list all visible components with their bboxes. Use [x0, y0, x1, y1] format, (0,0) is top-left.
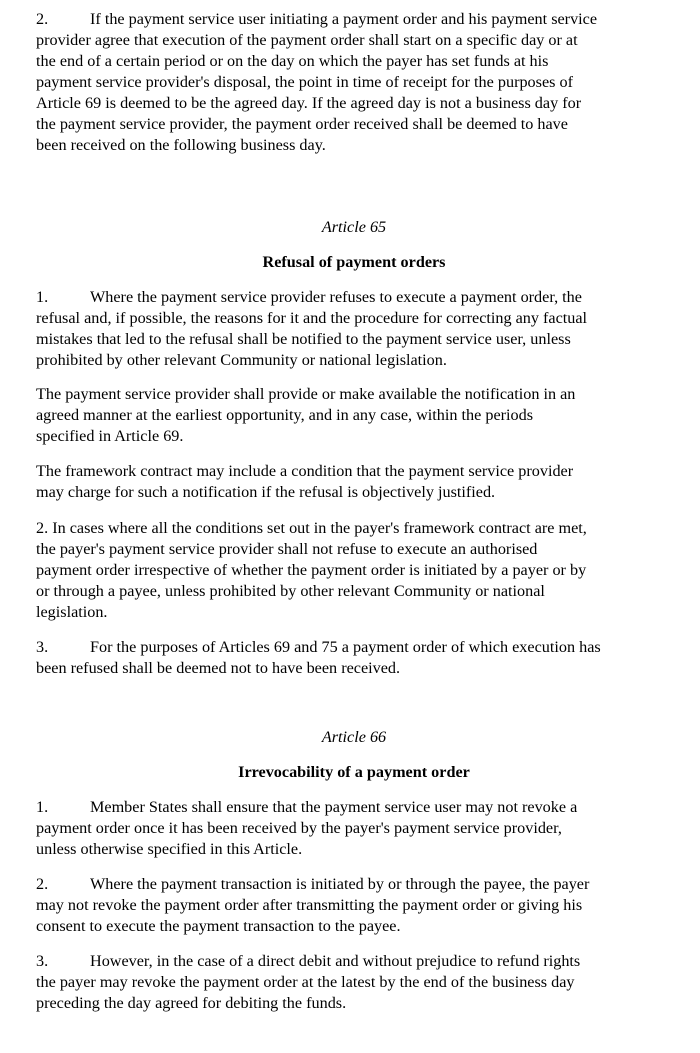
paragraph-number: 3. [36, 638, 49, 656]
article-65-number: Article 65 [321, 218, 387, 236]
paragraph-line: been received on the following business day. [36, 136, 326, 154]
line-text: For the purposes of Articles 69 and 75 a payment order of which execution has [90, 638, 601, 656]
paragraph-line: agreed manner at the earliest opportunity, and in any case, within the periods [36, 406, 533, 424]
paragraph-number: 1. [36, 288, 49, 306]
paragraph-line: refusal and, if possible, the reasons for it and the procedure for correcting any factual [36, 309, 588, 327]
article-65-title: Refusal of payment orders [262, 253, 446, 271]
paragraph-line: 2. In cases where all the conditions set out in the payer's framework contract are met, [36, 519, 587, 537]
paragraph-line: or through a payee, unless prohibited by other relevant Community or national [36, 582, 545, 600]
paragraph-line: may charge for such a notification if the refusal is objectively justified. [36, 483, 496, 501]
paragraph-article65-3 [36, 637, 601, 679]
article-66-title: Irrevocability of a payment order [238, 763, 470, 781]
paragraph-number: 2. [36, 10, 49, 28]
paragraph-line: prohibited by other relevant Community or national legislation. [36, 351, 447, 369]
paragraph-line: provider agree that execution of the payment order shall start on a specific day or at [36, 31, 578, 49]
paragraph-article65-2 [36, 518, 587, 623]
paragraph-article64-2 [36, 9, 597, 156]
paragraph-line: The framework contract may include a condition that the payment service provider [36, 462, 574, 480]
paragraph-line: payment service provider's disposal, the point in time of receipt for the purposes of [36, 73, 573, 91]
paragraph-line: preceding the day agreed for debiting the funds. [36, 994, 347, 1012]
paragraph-line: may not revoke the payment order after transmitting the payment order or giving his [36, 896, 583, 914]
line-text: Member States shall ensure that the payment service user may not revoke a [90, 798, 578, 816]
paragraph-number: 2. [36, 875, 49, 893]
line-text: If the payment service user initiating a payment order and his payment service [90, 10, 598, 28]
paragraph-line [36, 637, 601, 658]
paragraph-article65-1 [36, 287, 587, 371]
paragraph-article65-1b [36, 384, 575, 447]
paragraph-article66-2 [36, 874, 589, 937]
paragraph-line: mistakes that led to the refusal shall be notified to the payment service user, unless [36, 330, 571, 348]
paragraph-line: been refused shall be deemed not to have been received. [36, 659, 401, 677]
paragraph-article66-1 [36, 797, 577, 860]
paragraph-line [36, 797, 577, 818]
paragraph-number: 3. [36, 952, 49, 970]
line-text: Where the payment service provider refuses to execute a payment order, the [90, 288, 582, 306]
paragraph-line: unless otherwise specified in this Article. [36, 840, 303, 858]
paragraph-line [36, 287, 587, 308]
paragraph-article66-3 [36, 951, 580, 1014]
paragraph-number: 1. [36, 798, 49, 816]
paragraph-article65-1c [36, 461, 573, 503]
article-66-number: Article 66 [321, 728, 387, 746]
paragraph-line: payment order once it has been received by the payer's payment service provider, [36, 819, 562, 837]
paragraph-line: the payer may revoke the payment order at the latest by the end of the business day [36, 973, 575, 991]
paragraph-line: The payment service provider shall provide or make available the notification in an [36, 385, 576, 403]
paragraph-line: the payer's payment service provider shall not refuse to execute an authorised [36, 540, 538, 558]
paragraph-line: the payment service provider, the payment order received shall be deemed to have [36, 115, 568, 133]
paragraph-line [36, 951, 580, 972]
paragraph-line: specified in Article 69. [36, 427, 184, 445]
paragraph-line [36, 874, 589, 895]
paragraph-line: payment order irrespective of whether the payment order is initiated by a payer or by [36, 561, 587, 579]
paragraph-line: the end of a certain period or on the day on which the payer has set funds at his [36, 52, 549, 70]
paragraph-line: consent to execute the payment transaction to the payee. [36, 917, 401, 935]
line-text: However, in the case of a direct debit and without prejudice to refund rights [90, 952, 581, 970]
line-text: Where the payment transaction is initiated by or through the payee, the payer [90, 875, 590, 893]
paragraph-line: legislation. [36, 603, 108, 621]
paragraph-line: Article 69 is deemed to be the agreed day. If the agreed day is not a business day for [36, 94, 582, 112]
paragraph-line [36, 9, 597, 30]
